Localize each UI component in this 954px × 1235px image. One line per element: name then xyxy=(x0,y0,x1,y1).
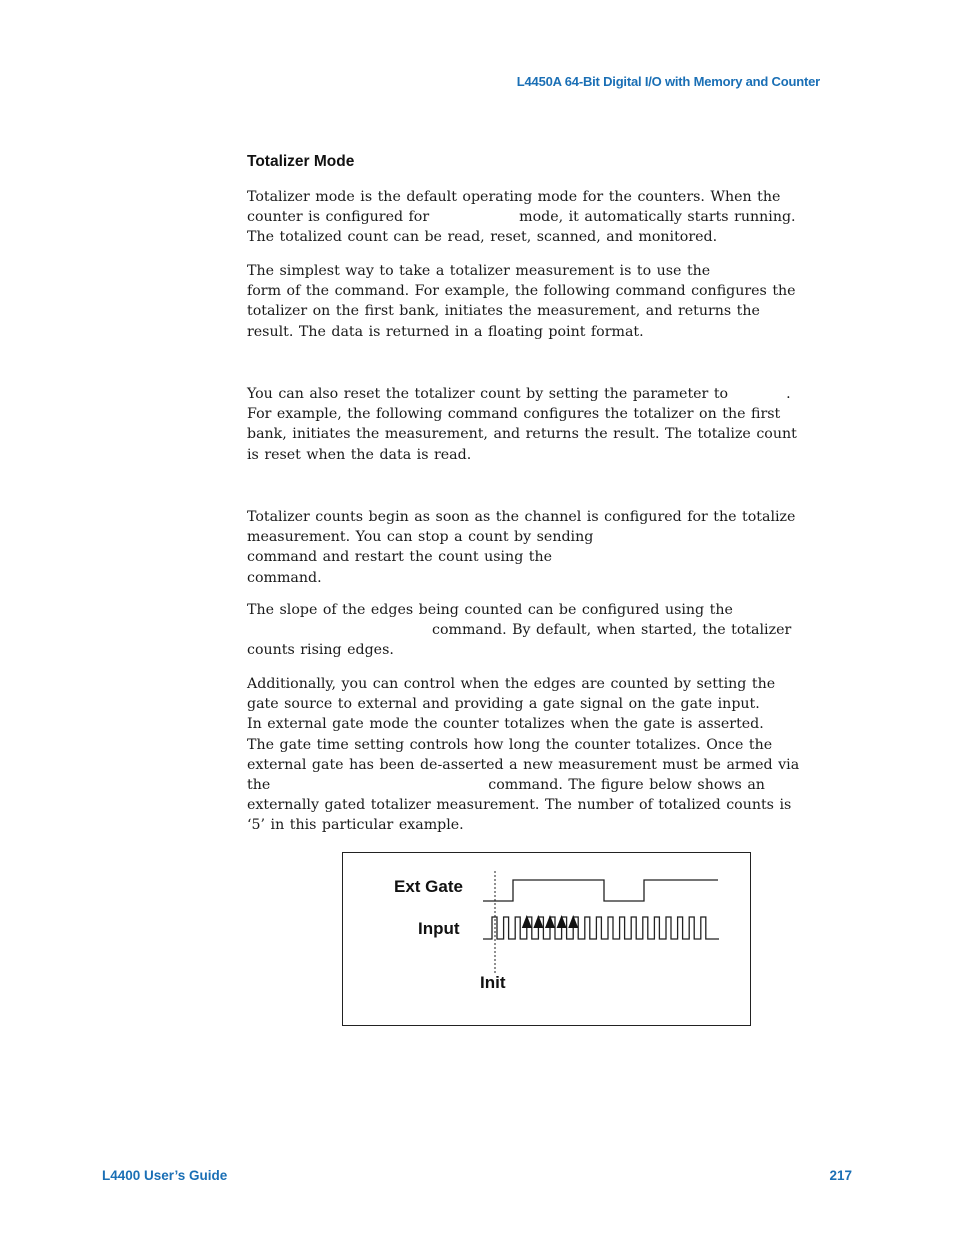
input-label: Input xyxy=(418,919,460,938)
text-line: The gate time setting controls how long the counter totalizes. Once the xyxy=(247,736,773,753)
timing-diagram xyxy=(343,853,749,1024)
text-line: Totalizer counts begin as soon as the channel is configured for the totalize xyxy=(247,509,796,525)
text-line: totalizer on the first bank, initiates the measurement, and returns the xyxy=(247,303,760,320)
ext-gate-label: Ext Gate xyxy=(394,877,463,896)
paragraph-totalizer-default xyxy=(247,187,847,248)
text-line: the command. The figure below shows an xyxy=(247,777,765,794)
paragraph-simplest-way xyxy=(247,261,847,342)
text-line: externally gated totalizer measurement. The number of totalized counts is xyxy=(247,797,792,814)
text-line: bank, initiates the measurement, and returns the result. The totalize count xyxy=(247,426,797,443)
paragraph-start-stop xyxy=(247,507,847,588)
text-line: command. By default, when started, the totalizer xyxy=(432,622,792,639)
text-line: counts rising edges. xyxy=(247,642,394,659)
text-line: Totalizer mode is the default operating mode for the counters. When the xyxy=(247,189,781,205)
paragraph-slope xyxy=(247,600,847,661)
footer-page-number: 217 xyxy=(829,1168,852,1183)
text-line: ‘5’ in this particular example. xyxy=(247,817,464,834)
text-line: is reset when the data is read. xyxy=(247,446,472,463)
text-line: form of the command. For example, the following command configures the xyxy=(247,283,796,300)
text-line: Additionally, you can control when the edges are counted by setting the xyxy=(247,676,776,692)
text-line: command. xyxy=(247,569,322,586)
text-line: The simplest way to take a totalizer measurement is to use the xyxy=(247,263,711,279)
running-header: L4450A 64-Bit Digital I/O with Memory and Counter xyxy=(516,74,820,89)
text-line: counter is configured for mode, it automatically starts running. xyxy=(247,209,796,226)
footer-guide-title: L4400 User’s Guide xyxy=(102,1168,228,1183)
ext-gate-waveform xyxy=(483,880,718,901)
text-line: The slope of the edges being counted can be configured using the xyxy=(247,602,733,618)
paragraph-reset-count xyxy=(247,384,847,465)
input-waveform xyxy=(483,917,719,939)
init-label: Init xyxy=(480,973,506,992)
paragraph-external-gate xyxy=(247,674,847,836)
text-line: gate source to external and providing a gate signal on the gate input. xyxy=(247,696,760,713)
text-line: result. The data is returned in a floating point format. xyxy=(247,323,644,340)
text-line: The totalized count can be read, reset, scanned, and monitored. xyxy=(247,229,718,246)
text-line: In external gate mode the counter totalizes when the gate is asserted. xyxy=(247,716,764,733)
text-line: For example, the following command configures the totalizer on the first xyxy=(247,406,781,423)
section-title: Totalizer Mode xyxy=(247,153,355,170)
text-line: measurement. You can stop a count by sending xyxy=(247,529,594,546)
text-line: command and restart the count using the xyxy=(247,549,553,566)
gated-totalizer-figure xyxy=(342,852,751,1026)
text-line: You can also reset the totalizer count by setting the parameter to . xyxy=(247,386,791,402)
text-line: external gate has been de-asserted a new measurement must be armed via xyxy=(247,756,800,773)
